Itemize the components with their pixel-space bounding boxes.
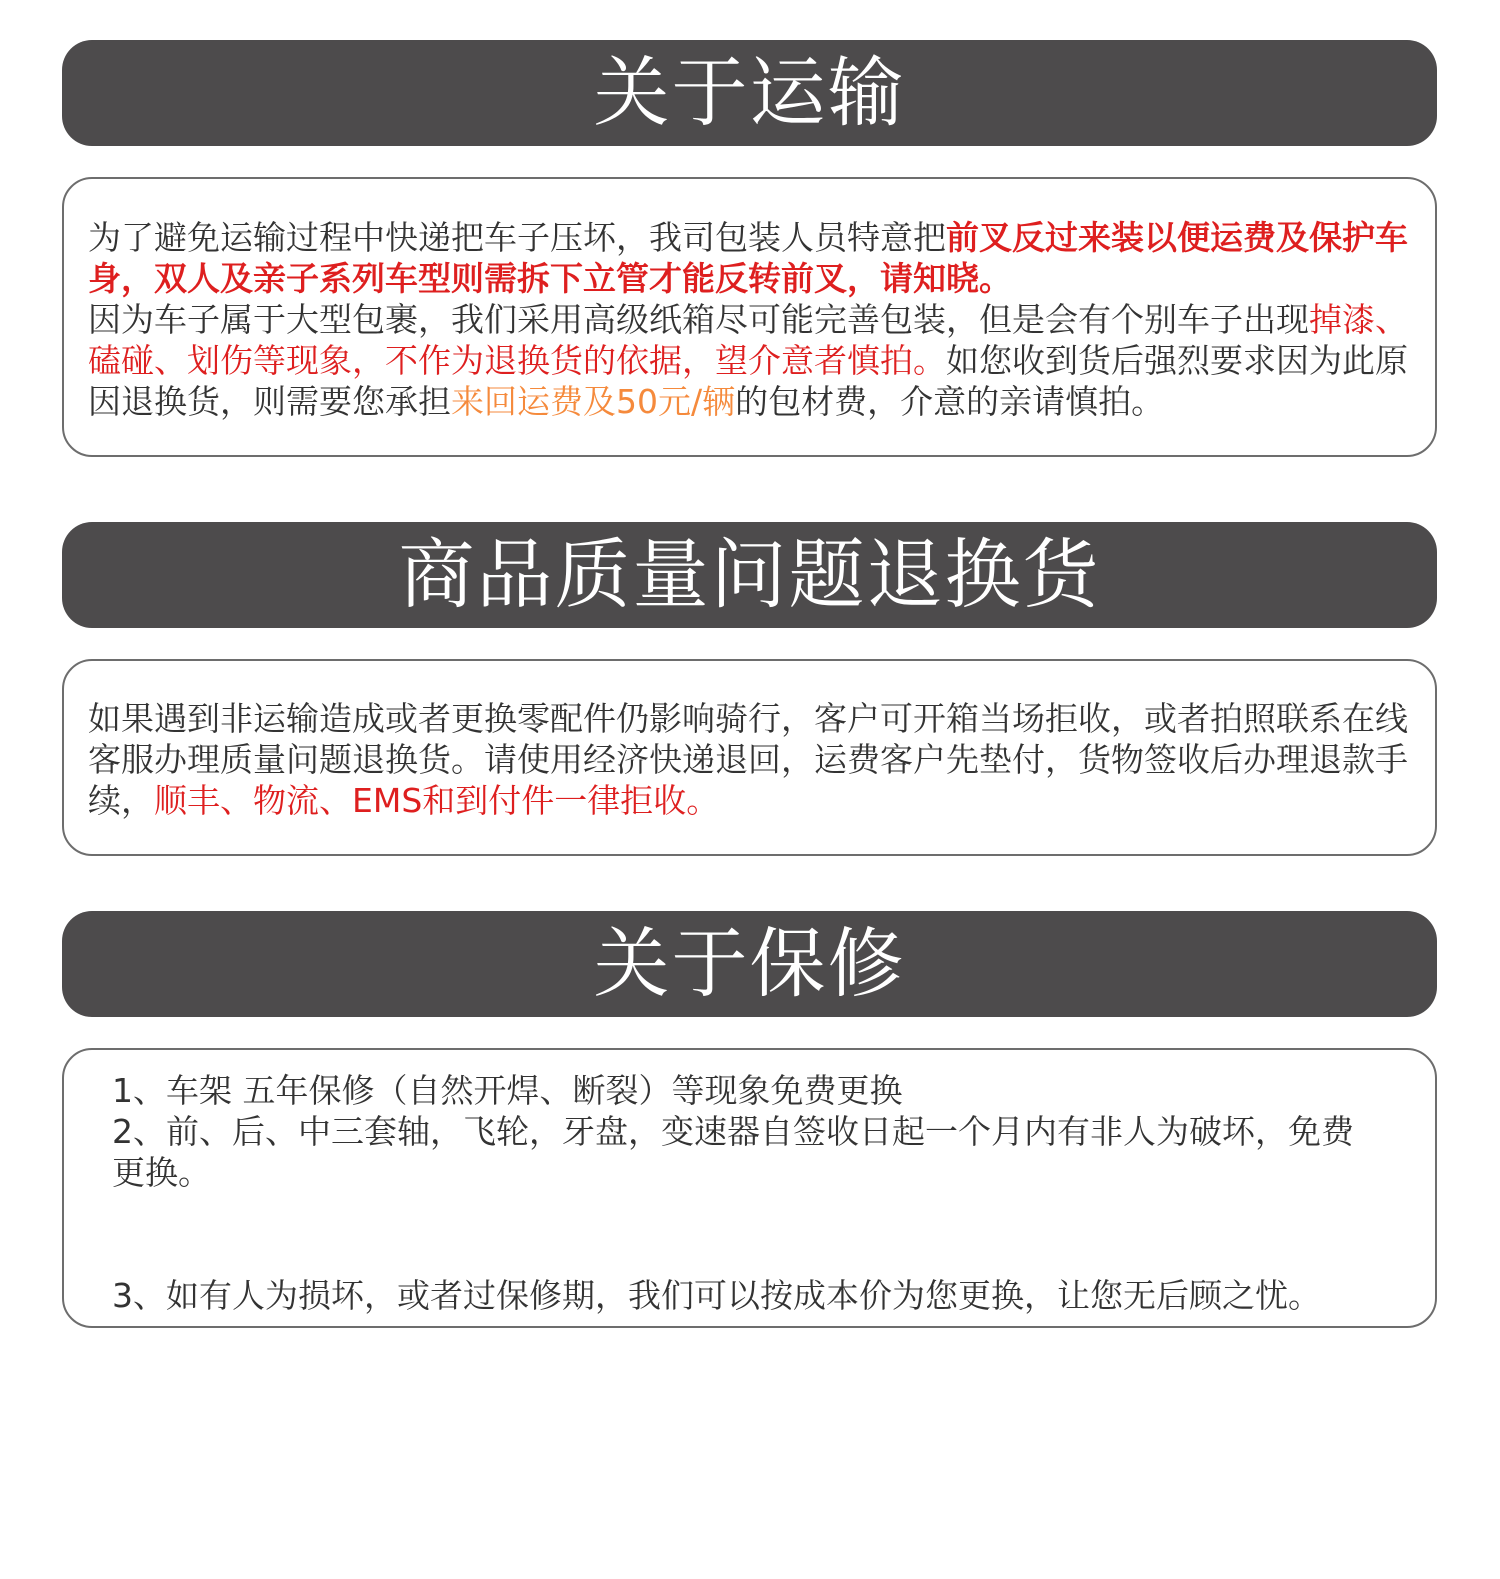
- shipping-p1-text: 为了避免运输过程中快递把车子压坏，我司包装人员特意把: [88, 218, 946, 257]
- shipping-content-box: [62, 177, 1437, 457]
- warranty-content-box: [62, 1048, 1437, 1328]
- shipping-p1-highlight: 前叉反过来装以便运费及保护车身，双人及亲子系列车型则需拆下立管才能反转前叉，请知晓。: [88, 218, 1408, 298]
- warranty-item-3: 3、如有人为损坏，或者过保修期，我们可以按成本价为您更换，让您无后顾之忧。: [112, 1276, 1321, 1315]
- quality-paragraph: [88, 698, 1409, 821]
- warranty-item-2: 2、前、后、中三套轴，飞轮，牙盘，变速器自签收日起一个月内有非人为破坏，免费更换。: [112, 1112, 1354, 1192]
- shipping-paragraph-1: [88, 217, 1409, 299]
- shipping-header: [62, 40, 1437, 146]
- shipping-p2-text-c: 的包材费，介意的亲请慎拍。: [735, 382, 1165, 421]
- shipping-p2-highlight: 掉漆、磕碰、划伤等现象，不作为退换货的依据，望介意者慎拍。: [88, 300, 1408, 380]
- warranty-item-1: 1、车架 五年保修（自然开焊、断裂）等现象免费更换: [112, 1071, 903, 1110]
- quality-content-box: [62, 659, 1437, 856]
- shipping-title: 关于运输: [593, 48, 906, 137]
- shipping-p2-fee-highlight: 来回运费及50元/辆: [451, 382, 736, 421]
- shipping-p2-text-b: 如您收到货后强烈要求因为此原因退换货，则需要您承担: [88, 341, 1408, 421]
- shipping-paragraph-2: [88, 299, 1409, 422]
- quality-title: 商品质量问题退换货: [398, 530, 1101, 619]
- quality-header: [62, 522, 1437, 628]
- warranty-title: 关于保修: [593, 919, 906, 1008]
- warranty-header: [62, 911, 1437, 1017]
- quality-p-highlight: 顺丰、物流、EMS和到付件一律拒收。: [154, 781, 720, 820]
- shipping-p2-text-a: 因为车子属于大型包裹，我们采用高级纸箱尽可能完善包装，但是会有个别车子出现: [88, 300, 1309, 339]
- quality-p-text: 如果遇到非运输造成或者更换零配件仍影响骑行，客户可开箱当场拒收，或者拍照联系在线客服办理质量问题退换货。请使用经济快递退回，运费客户先垫付，货物签收后办理退款手续，: [88, 699, 1408, 820]
